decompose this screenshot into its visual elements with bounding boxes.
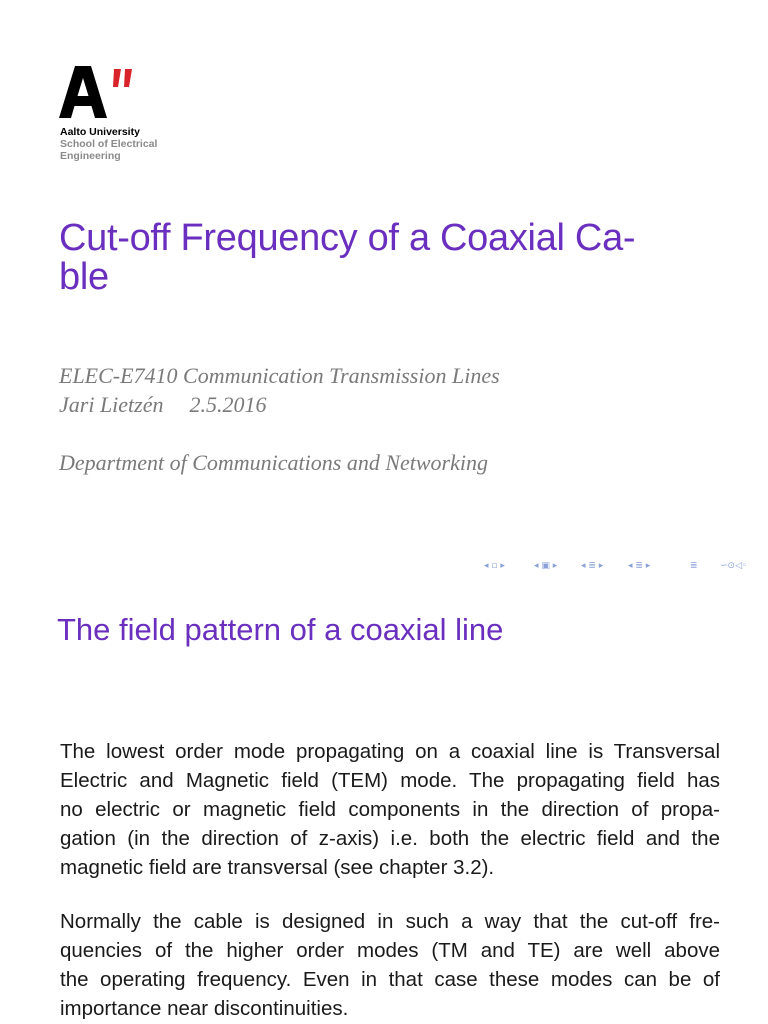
nav-search-icon[interactable]: ∽⊙◁◦: [720, 561, 748, 571]
presentation-date: 2.5.2016: [189, 392, 267, 417]
author-date-line: [59, 390, 719, 419]
paragraph1-line: magnetic field are transversal (see chapter 3.2).: [60, 856, 495, 879]
school-name-line2: Engineering: [60, 150, 121, 162]
department-name: Department of Communications and Networking: [59, 450, 488, 475]
paragraph2-line: quencies of the higher order modes (TM and TE) are well above: [60, 939, 720, 962]
paragraph-tem-mode: [60, 737, 720, 882]
nav-subsection-icon[interactable]: ◂ ≣ ▸: [581, 561, 604, 571]
nav-document-icon[interactable]: ≣: [690, 561, 698, 571]
presentation-title: [59, 219, 749, 297]
paragraph-higher-order-modes: [60, 907, 720, 1023]
paragraph1-line: gation (in the direction of z-axis) i.e. both the electric field and the: [60, 827, 720, 850]
aalto-a-logo-icon: [59, 66, 139, 120]
paragraph1-line: The lowest order mode propagating on a coaxial line is Transversal: [60, 740, 720, 763]
paragraph1-line: no electric or magnetic field components in the direction of propa-: [60, 798, 720, 821]
paragraph2-line: Normally the cable is designed in such a way that the cut-off fre-: [60, 910, 720, 933]
school-name-line1: School of Electrical: [60, 138, 158, 150]
presentation-title-line2: ble: [59, 256, 109, 298]
course-name: ELEC-E7410 Communication Transmission Lines: [59, 363, 500, 388]
author-name: Jari Lietzén: [59, 392, 164, 417]
slide-title: The field pattern of a coaxial line: [57, 612, 504, 647]
nav-slide-icon[interactable]: ◂ ▫ ▸: [484, 561, 505, 571]
paragraph1-line: Electric and Magnetic field (TEM) mode. The propagating field has: [60, 769, 720, 792]
presentation-title-line1: Cut-off Frequency of a Coaxial Ca-: [59, 217, 636, 259]
beamer-navigation-bar: [484, 561, 764, 575]
paragraph2-line: the operating frequency. Even in that case these modes can be of: [60, 968, 720, 991]
nav-frame-icon[interactable]: ◂ ▣ ▸: [534, 561, 558, 571]
nav-section-icon[interactable]: ◂ ≣ ▸: [628, 561, 651, 571]
university-name: Aalto University: [60, 126, 140, 138]
paragraph2-line: importance near discontinuities.: [60, 997, 349, 1020]
